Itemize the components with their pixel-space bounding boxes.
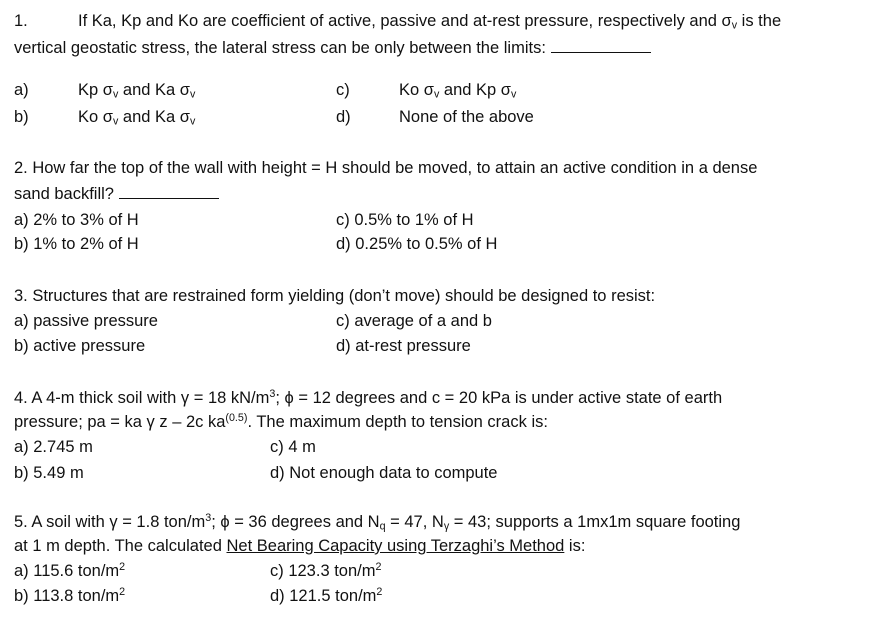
q2-option-c: c) 0.5% to 1% of H	[336, 211, 474, 229]
q3-option-d: d) at-rest pressure	[336, 337, 471, 355]
q4-line1-sup: 3	[269, 388, 276, 401]
q1-option-a-part1: Kp σ	[78, 81, 113, 99]
q1-option-b-sub2: v	[189, 115, 196, 128]
q5-option-c-text: c) 123.3 ton/m	[270, 562, 376, 580]
q1-option-b-part2: and Ka σ	[118, 108, 190, 126]
q1-option-c-part2: and Kp σ	[439, 81, 511, 99]
q1-option-a-letter: a)	[14, 81, 29, 99]
q5-option-b-sup: 2	[119, 586, 126, 599]
q2-option-d: d) 0.25% to 0.5% of H	[336, 235, 498, 253]
q5-option-b-text: b) 113.8 ton/m	[14, 587, 120, 605]
q4-option-b: b) 5.49 m	[14, 464, 84, 482]
q5-line2-a: at 1 m depth. The calculated	[14, 537, 227, 555]
q2-option-b: b) 1% to 2% of H	[14, 235, 139, 253]
q1-option-c-sub2: v	[510, 88, 517, 101]
q5-option-c	[270, 562, 381, 581]
q1-option-a	[78, 81, 195, 100]
q4-option-d: d) Not enough data to compute	[270, 464, 498, 482]
q1-option-b	[78, 108, 195, 127]
q2-answer-blank	[119, 186, 219, 199]
q1-answer-blank	[551, 40, 651, 53]
q2-line2	[14, 185, 219, 204]
q5-option-a	[14, 562, 125, 581]
q4-line2-sup: (0.5)	[225, 412, 248, 425]
q1-line1	[78, 12, 781, 31]
q3-line1: 3. Structures that are restrained form yielding (don’t move) should be designed to resist:	[14, 287, 656, 305]
q5-line1-sup: 3	[205, 512, 212, 525]
q5-line1-sub2: γ	[443, 520, 450, 533]
q5-option-d-text: d) 121.5 ton/m	[270, 587, 377, 605]
q4-line1-b: ; ϕ = 12 degrees and c = 20 kPa is under active state of earth	[275, 389, 723, 407]
q4-option-c: c) 4 m	[270, 438, 316, 456]
q5-option-d	[270, 587, 382, 606]
q4-line1	[14, 389, 722, 408]
q1-option-c	[399, 81, 516, 100]
q2-option-a: a) 2% to 3% of H	[14, 211, 139, 229]
q5-option-a-sup: 2	[119, 561, 126, 574]
q3-option-c: c) average of a and b	[336, 312, 492, 330]
q1-option-c-part1: Ko σ	[399, 81, 434, 99]
q4-option-a: a) 2.745 m	[14, 438, 93, 456]
q1-option-c-sub1: v	[433, 88, 440, 101]
q4-line2-a: pressure; pa = ka γ z – 2c ka	[14, 413, 226, 431]
q1-option-a-sub1: v	[112, 88, 119, 101]
q3-option-b: b) active pressure	[14, 337, 146, 355]
q5-option-c-sup: 2	[375, 561, 382, 574]
q1-number: 1.	[14, 12, 28, 30]
q1-line1-tail: is the	[737, 12, 782, 30]
q1-option-b-letter: b)	[14, 108, 29, 126]
q1-line2	[14, 39, 651, 58]
q4-line2-b: . The maximum depth to tension crack is:	[247, 413, 548, 431]
q5-underlined-phrase: Net Bearing Capacity using Terzaghi’s Method	[226, 537, 565, 555]
q1-line2-text: vertical geostatic stress, the lateral stress can be only between the limits:	[14, 39, 551, 57]
q5-option-a-text: a) 115.6 ton/m	[14, 562, 120, 580]
q5-line1-a: 5. A soil with γ = 1.8 ton/m	[14, 513, 206, 531]
q5-line2	[14, 537, 585, 556]
q4-line2	[14, 413, 548, 432]
q1-option-d: None of the above	[399, 108, 534, 126]
q1-option-d-letter: d)	[336, 108, 351, 126]
q1-option-a-sub2: v	[189, 88, 196, 101]
q1-option-a-part2: and Ka σ	[118, 81, 190, 99]
q4-line1-a: 4. A 4-m thick soil with γ = 18 kN/m	[14, 389, 270, 407]
q3-option-a: a) passive pressure	[14, 312, 158, 330]
q1-line1-sub: v	[731, 19, 738, 32]
q5-line1-d: = 43; supports a 1mx1m square footing	[449, 513, 741, 531]
q1-option-b-sub1: v	[112, 115, 119, 128]
q1-option-c-letter: c)	[336, 81, 350, 99]
q5-line1-c: = 47, N	[385, 513, 444, 531]
q5-line1	[14, 513, 740, 532]
q5-line1-b: ; ϕ = 36 degrees and N	[211, 513, 380, 531]
q2-line1: 2. How far the top of the wall with height = H should be moved, to attain an active condition in a dense	[14, 159, 758, 177]
q5-line2-b: is:	[564, 537, 586, 555]
q5-option-b	[14, 587, 125, 606]
q5-option-d-sup: 2	[376, 586, 383, 599]
q1-line1-text: If Ka, Kp and Ko are coefficient of active, passive and at-rest pressure, respectively and σ	[78, 12, 732, 30]
q1-option-b-part1: Ko σ	[78, 108, 113, 126]
q5-line1-sub1: q	[379, 520, 386, 533]
q2-line2-text: sand backfill?	[14, 185, 119, 203]
